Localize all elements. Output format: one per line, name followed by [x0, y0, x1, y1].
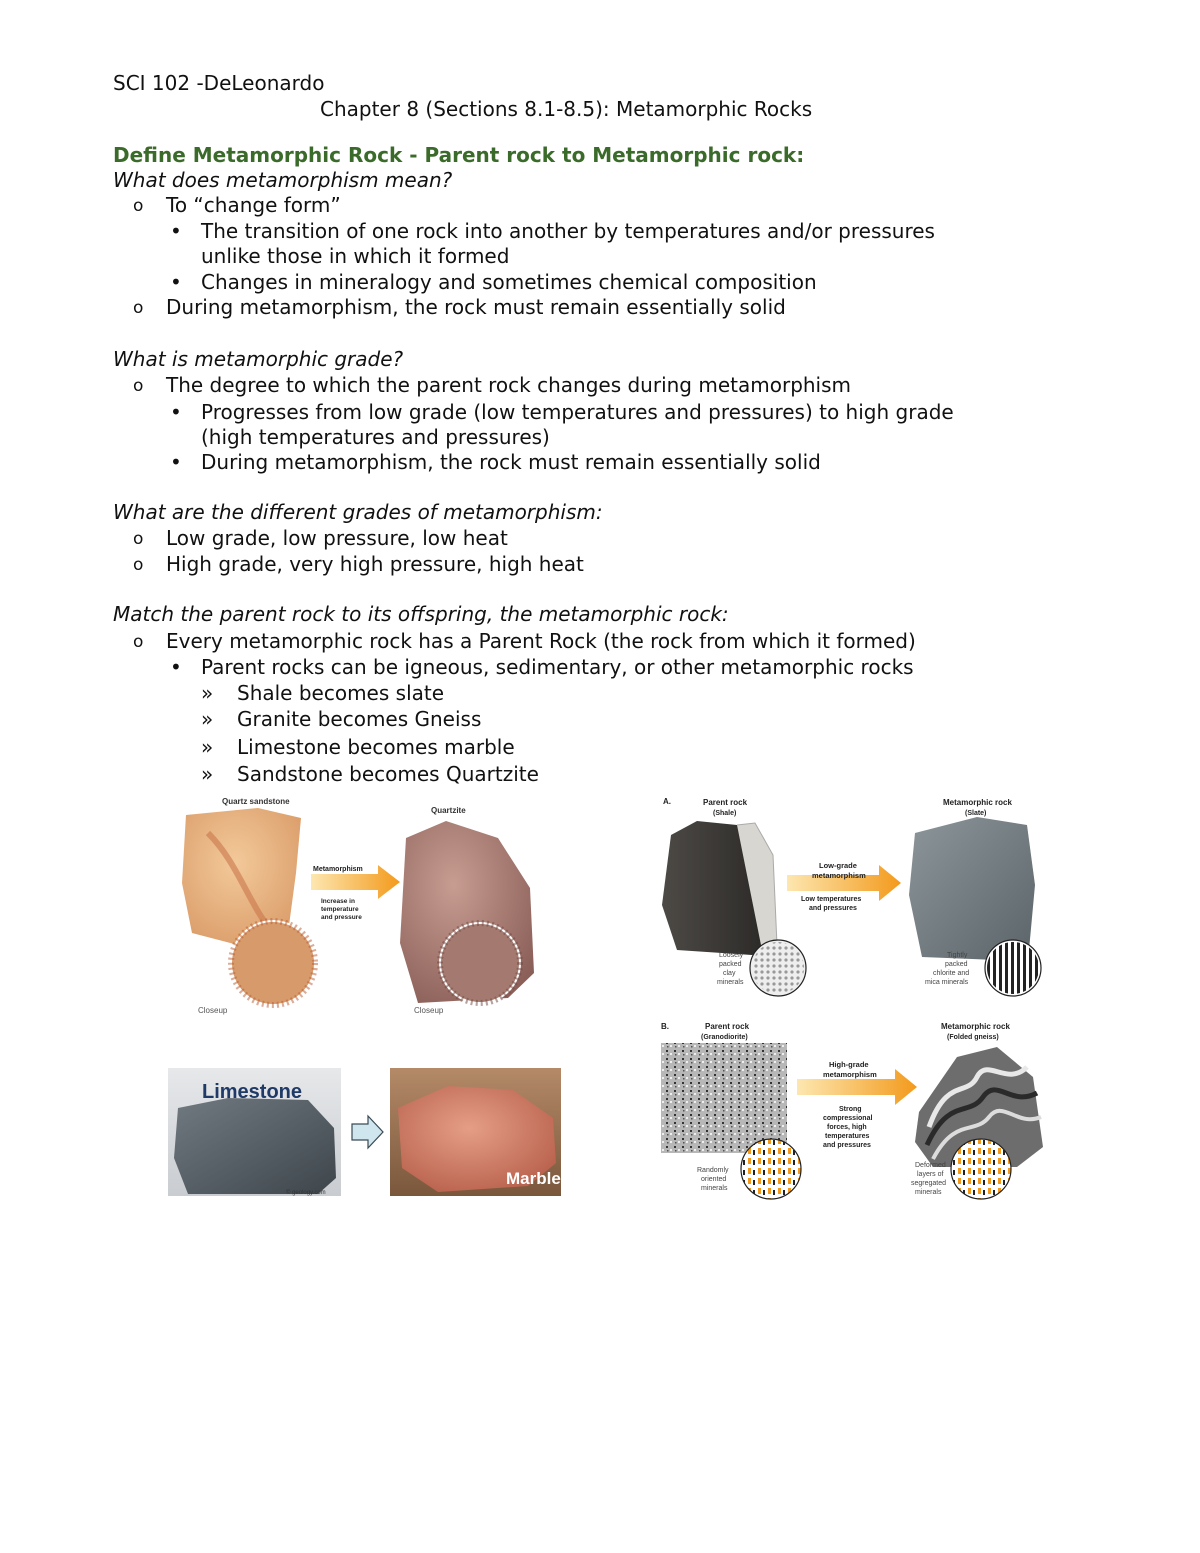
list-item: High grade, very high pressure, high heat	[166, 552, 584, 576]
closeup-note: oriented	[701, 1176, 727, 1183]
closeup-note: minerals	[915, 1189, 942, 1196]
limestone-rock	[174, 1098, 336, 1194]
list-item: Progresses from low grade (low temperatures and pressures) to high grade	[201, 400, 954, 424]
marble-label: Marble	[506, 1169, 561, 1188]
figure-granodiorite-gneiss	[657, 1017, 1047, 1205]
panel-letter: B.	[661, 1022, 669, 1031]
list-item: Sandstone becomes Quartzite	[237, 762, 539, 786]
list-item: Limestone becomes marble	[237, 735, 515, 759]
arrow-text: temperature	[321, 906, 359, 913]
granodiorite-closeup	[741, 1139, 801, 1199]
closeup-note: minerals	[701, 1185, 728, 1192]
closeup-note: mica minerals	[925, 979, 969, 986]
list-marker: o	[133, 376, 144, 396]
list-item: Shale becomes slate	[237, 681, 445, 705]
bullet-marker: •	[170, 270, 182, 294]
list-item: The degree to which the parent rock changes during metamorphism	[166, 373, 852, 397]
panel-letter: A.	[663, 797, 671, 806]
arrow-title: High-grade	[829, 1060, 869, 1069]
closeup-note: segregated	[911, 1180, 947, 1187]
metamorphic-rock-label: (Slate)	[965, 810, 987, 817]
closeup-note: clay	[723, 970, 736, 977]
arrow-text: forces, high	[827, 1124, 867, 1131]
list-marker: o	[133, 196, 144, 216]
list-marker: o	[133, 632, 144, 652]
parent-rock-label: (Granodiorite)	[701, 1034, 748, 1041]
list-item: The transition of one rock into another by temperatures and/or pressures	[201, 219, 935, 243]
figure-limestone-marble	[168, 1068, 561, 1198]
metamorphic-rock-label: Metamorphic rock	[943, 798, 1012, 807]
parent-rock-label: (Shale)	[713, 810, 737, 817]
closeup-note: packed	[945, 961, 968, 968]
arrow-marker: »	[201, 762, 214, 786]
arrow-text: and pressure	[321, 914, 362, 921]
gneiss-closeup	[951, 1139, 1011, 1199]
closeup-note: minerals	[717, 979, 744, 986]
granodiorite-rock	[661, 1043, 787, 1153]
closeup-note: Tightly	[947, 952, 968, 959]
arrow-title: metamorphism	[823, 1070, 877, 1079]
list-item: To “change form”	[166, 193, 341, 217]
closeup-label: Closeup	[198, 1006, 228, 1015]
bullet-marker: •	[170, 400, 182, 424]
arrow-title: metamorphism	[812, 871, 866, 880]
list-item: Granite becomes Gneiss	[237, 707, 482, 731]
arrow-text: and pressures	[823, 1142, 871, 1149]
arrow-title: Low-grade	[819, 861, 857, 870]
bullet-marker: •	[170, 655, 182, 679]
question-grades: What are the different grades of metamorphism:	[113, 500, 603, 524]
arrow-text: temperatures	[825, 1133, 870, 1140]
limestone-label: Limestone	[202, 1081, 303, 1103]
arrow-title: Metamorphism	[313, 866, 363, 873]
course-header: SCI 102 -DeLeonardo	[113, 71, 325, 95]
parent-rock-label: Parent rock	[703, 798, 748, 807]
arrow-text: Low temperatures	[801, 896, 862, 903]
list-item: During metamorphism, the rock must remain essentially solid	[201, 450, 821, 474]
arrow-marker: »	[201, 735, 214, 759]
closeup-note: packed	[719, 961, 742, 968]
question-grade: What is metamorphic grade?	[113, 347, 404, 371]
closeup-note: chlorite and	[933, 970, 970, 977]
bullet-marker: •	[170, 450, 182, 474]
closeup-note: layers of	[917, 1171, 944, 1178]
question-metamorphism: What does metamorphism mean?	[113, 168, 453, 192]
metamorphic-rock-label: Metamorphic rock	[941, 1022, 1010, 1031]
question-match: Match the parent rock to its offspring, the metamorphic rock:	[113, 602, 729, 626]
list-item: Parent rocks can be igneous, sedimentary, or other metamorphic rocks	[201, 655, 914, 679]
list-item: Every metamorphic rock has a Parent Rock (the rock from which it formed)	[166, 629, 916, 653]
section-heading: Define Metamorphic Rock - Parent rock to Metamorphic rock:	[113, 143, 805, 167]
chapter-title: Chapter 8 (Sections 8.1-8.5): Metamorphic Rocks	[320, 97, 813, 121]
list-item: During metamorphism, the rock must remain essentially solid	[166, 295, 786, 319]
metamorphic-rock-label: (Folded gneiss)	[947, 1034, 999, 1041]
arrow-text: Strong	[839, 1106, 862, 1113]
bullet-marker: •	[170, 219, 182, 243]
image-credit: © geology.com	[286, 1190, 326, 1196]
list-marker: o	[133, 298, 144, 318]
list-marker: o	[133, 555, 144, 575]
closeup-note: Randomly	[697, 1167, 729, 1174]
list-item: (high temperatures and pressures)	[201, 425, 550, 449]
quartz-sandstone-label: Quartz sandstone	[222, 797, 290, 806]
quartzite-label: Quartzite	[431, 806, 466, 815]
arrow-marker: »	[201, 681, 214, 705]
closeup-note: Deformed	[915, 1162, 946, 1169]
list-item: Changes in mineralogy and sometimes chemical composition	[201, 270, 817, 294]
arrow-text: and pressures	[809, 905, 857, 912]
arrow-text: compressional	[823, 1115, 873, 1122]
figure-shale-slate	[657, 795, 1043, 1000]
list-item: Low grade, low pressure, low heat	[166, 526, 508, 550]
closeup-label: Closeup	[414, 1006, 444, 1015]
closeup-note: Loosely	[719, 952, 744, 959]
arrow-marker: »	[201, 707, 214, 731]
arrow-text: Increase in	[321, 898, 355, 905]
list-item: unlike those in which it formed	[201, 244, 510, 268]
slate-rock	[909, 817, 1035, 960]
transform-arrow	[352, 1116, 383, 1148]
parent-rock-label: Parent rock	[705, 1022, 750, 1031]
list-marker: o	[133, 529, 144, 549]
figure-sandstone-quartzite	[178, 793, 550, 1021]
